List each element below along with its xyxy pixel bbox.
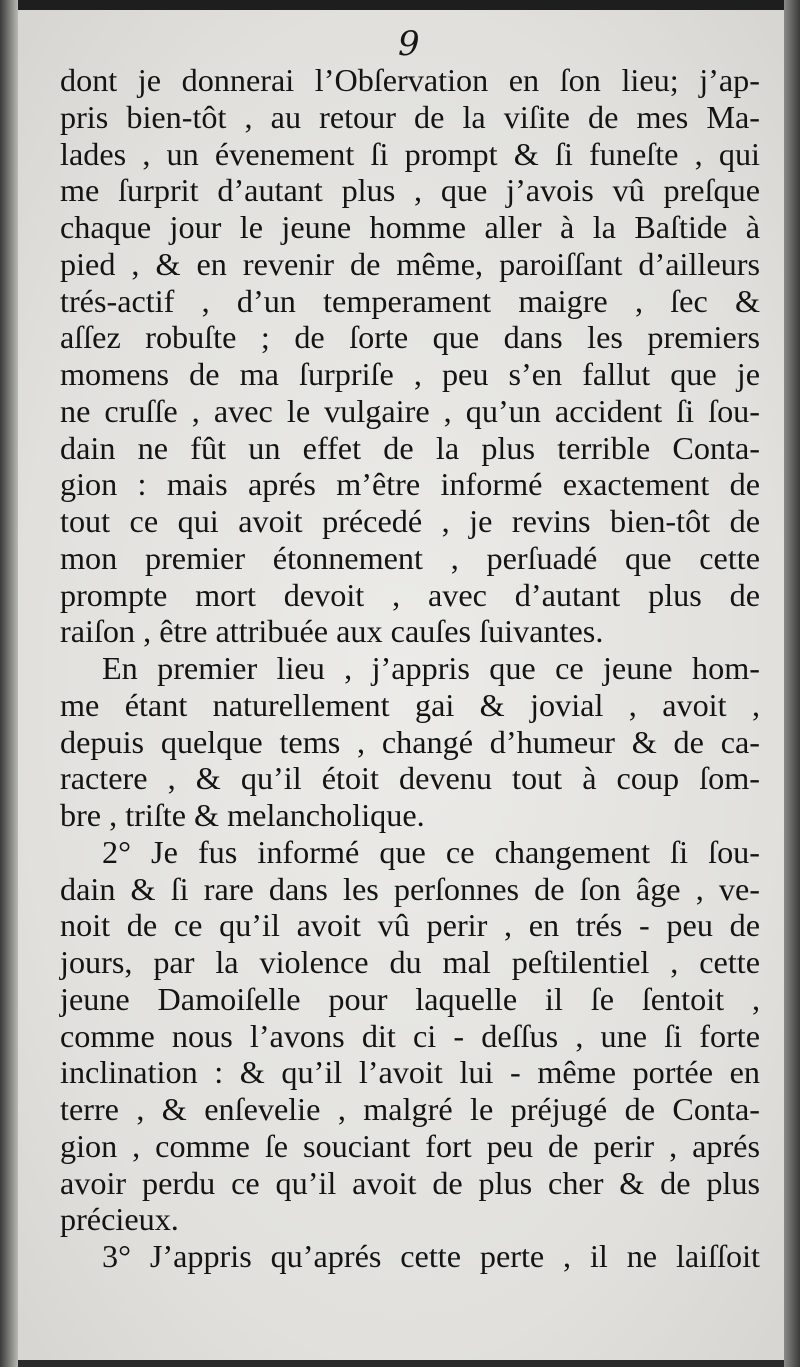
text-line: inclination : & qu’il l’avoit lui - même portée en: [60, 1054, 760, 1091]
text-line: chaque jour le jeune homme aller à la Baſtide à: [60, 209, 760, 245]
text-line: bre , triſte & melancholique.: [60, 797, 425, 833]
text-line: avoir perdu ce qu’il avoit de plus cher & de plus: [60, 1164, 760, 1201]
text-line: 3° J’appris qu’aprés cette perte , il ne laiſſoit: [102, 1238, 760, 1274]
page-text: [60, 62, 760, 1275]
text-line: mon premier étonnement , perſuadé que cette: [60, 539, 760, 576]
text-line: dont je donnerai l’Obſervation en ſon lieu; j’ap-: [60, 62, 760, 98]
text-line: précieux.: [60, 1201, 179, 1238]
text-line: trés-actif , d’un temperament maigre , ſec &: [60, 282, 760, 319]
text-line: jours, par la violence du mal peſtilentiel , cette: [60, 944, 760, 980]
text-line: ne cruſſe , avec le vulgaire , qu’un accident ſi ſou-: [60, 392, 760, 429]
text-line: prompte mort devoit , avec d’autant plus de: [60, 576, 760, 613]
text-line: tout ce qui avoit précedé , je revins bien-tôt de: [60, 503, 760, 539]
text-line: terre , & enſevelie , malgré le préjugé de Conta-: [60, 1091, 760, 1127]
text-line: noit de ce qu’il avoit vû perir , en trés - peu de: [60, 907, 760, 944]
text-line: gion : mais aprés m’être informé exactement de: [60, 466, 760, 503]
text-line: En premier lieu , j’appris que ce jeune hom-: [102, 650, 760, 686]
text-line: dain ne fût un effet de la plus terrible Conta-: [60, 429, 760, 466]
text-line: comme nous l’avons dit ci - deſſus , une ſi forte: [60, 1017, 760, 1054]
text-line: depuis quelque tems , changé d’humeur & de ca-: [60, 723, 760, 760]
scan-top-edge: [0, 0, 800, 10]
text-line: me étant naturellement gai & jovial , avoit ,: [60, 686, 760, 723]
text-line: raiſon , être attribuée aux cauſes ſuivantes.: [60, 613, 604, 650]
text-line: jeune Damoiſelle pour laquelle il ſe ſentoit ,: [60, 980, 760, 1017]
scan-left-edge: [0, 0, 18, 1367]
text-line: ractere , & qu’il étoit devenu tout à coup ſom-: [60, 760, 760, 797]
text-line: aſſez robuſte ; de ſorte que dans les premiers: [60, 319, 760, 356]
text-line: momens de ma ſurpriſe , peu s’en fallut que je: [60, 356, 760, 392]
text-line: gion , comme ſe souciant fort peu de perir , aprés: [60, 1127, 760, 1164]
text-line: lades , un évenement ſi prompt & ſi funeſte , qui: [60, 135, 760, 172]
text-line: dain & ſi rare dans les perſonnes de ſon âge , ve-: [60, 870, 760, 907]
page-number: 9: [398, 24, 420, 64]
text-line: 2° Je fus informé que ce changement ſi ſou-: [102, 833, 760, 870]
scan-right-edge: [784, 0, 800, 1367]
book-page: [18, 10, 784, 1360]
text-line: pied , & en revenir de même, paroiſſant d’ailleurs: [60, 245, 760, 282]
text-line: me ſurprit d’autant plus , que j’avois vû preſque: [60, 172, 760, 209]
text-line: pris bien-tôt , au retour de la viſite de mes Ma-: [60, 98, 760, 135]
